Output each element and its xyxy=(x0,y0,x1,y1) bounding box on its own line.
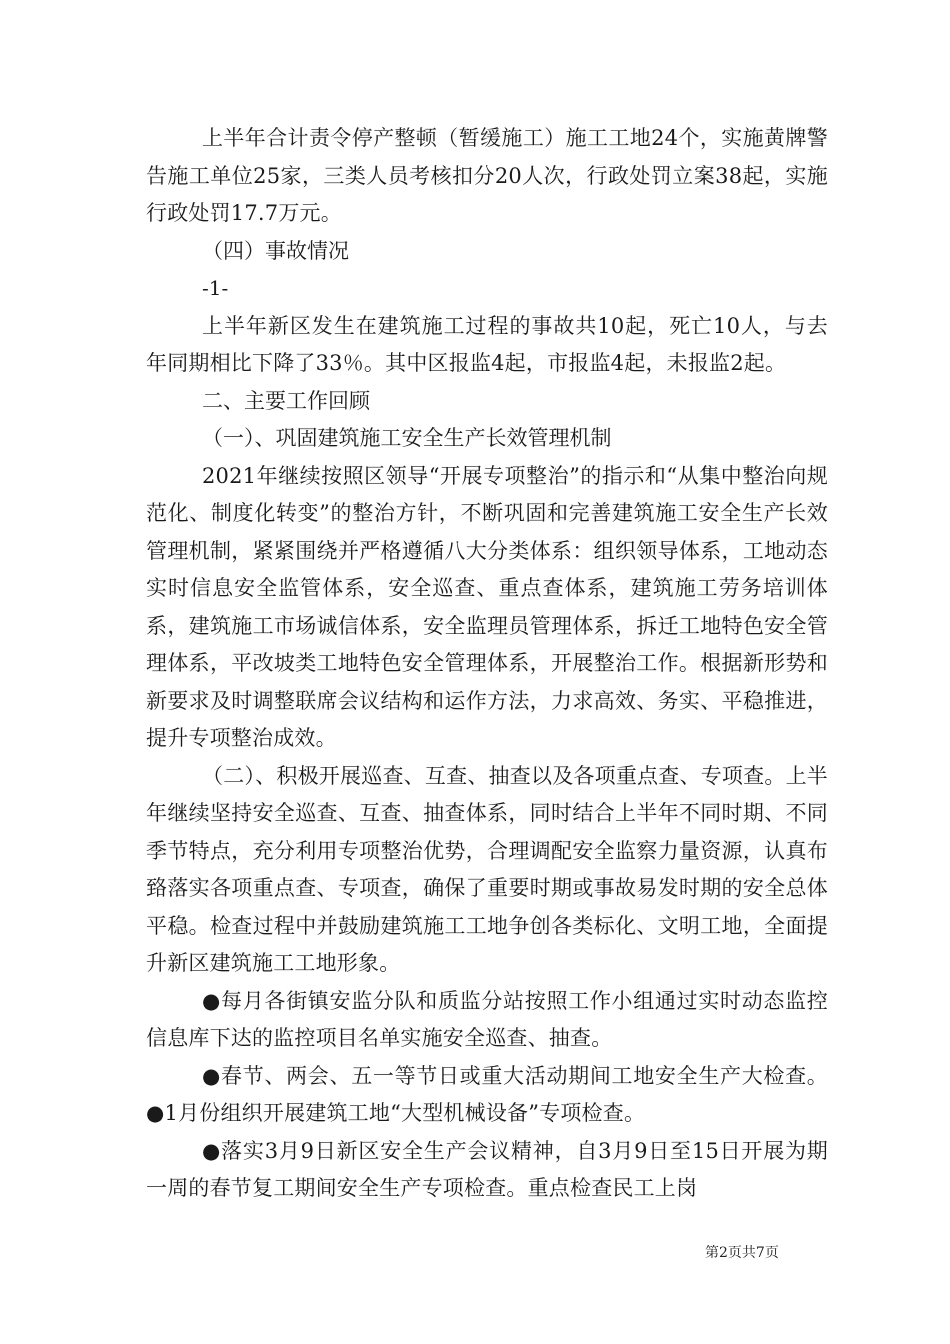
section-heading-work-review: 二、主要工作回顾 xyxy=(202,388,370,413)
page-footer: 第2页共7页 xyxy=(705,1245,779,1261)
bullet-monthly-patrol: ●每月各街镇安监分队和质监分站按照工作小组通过实时动态监控信息库下达的监控项目名单实施安全巡查、抽查。 xyxy=(146,988,828,1050)
bullet-holiday-inspection: ●春节、两会、五一等节日或重大活动期间工地安全生产大检查。●1月份组织开展建筑工地“大型机械设备”专项检查。 xyxy=(146,1063,828,1125)
paragraph-accident-stats: 上半年新区发生在建筑施工过程的事故共10起，死亡10人，与去年同期相比下降了33％。其中区报监4起，市报监4起，未报监2起。 xyxy=(146,313,828,375)
paragraph-mechanism: 2021年继续按照区领导“开展专项整治”的指示和“从集中整治向规范化、制度化转变”的整治方针，不断巩固和完善建筑施工安全生产长效管理机制，紧紧围绕并严格遵循八大分类体系：组织领导体系，工地动态实时信息安全监管体系，安全巡查、重点查体系，建筑施工劳务培训体系，建筑施工市场诚信体系，安全监理员管理体系，拆迁工地特色安全管理体系，平改坡类工地特色安全管理体系，开展整治工作。根据新形势和新要求及时调整联席会议结构和运作方法，力求高效、务实、平稳推进，提升专项整治成效。 xyxy=(146,463,828,750)
document-body xyxy=(146,120,828,1208)
paragraph-inspections: （二）、积极开展巡查、互查、抽查以及各项重点查、专项查。上半年继续坚持安全巡查、互查、抽查体系，同时结合上半年不同时期、不同季节特点，充分利用专项整治优势，合理调配安全监察力量资源，认真布臵落实各项重点查、专项查，确保了重要时期或事故易发时期的安全总体平稳。检查过程中并鼓励建筑施工工地争创各类标化、文明工地，全面提升新区建筑施工工地形象。 xyxy=(146,763,828,975)
bullet-march-inspection: ●落实3月9日新区安全生产会议精神，自3月9日至15日开展为期一周的春节复工期间安全生产专项检查。重点检查民工上岗 xyxy=(146,1138,828,1200)
inline-page-marker: -1- xyxy=(202,276,229,300)
paragraph-penalty-summary: 上半年合计责令停产整顿（暂缓施工）施工工地24个，实施黄牌警告施工单位25家，三类人员考核扣分20人次，行政处罚立案38起，实施行政处罚17.7万元。 xyxy=(146,126,828,225)
subsection-heading-mechanism: （一）、巩固建筑施工安全生产长效管理机制 xyxy=(202,426,612,450)
section-heading-accidents: （四）事故情况 xyxy=(202,238,349,263)
